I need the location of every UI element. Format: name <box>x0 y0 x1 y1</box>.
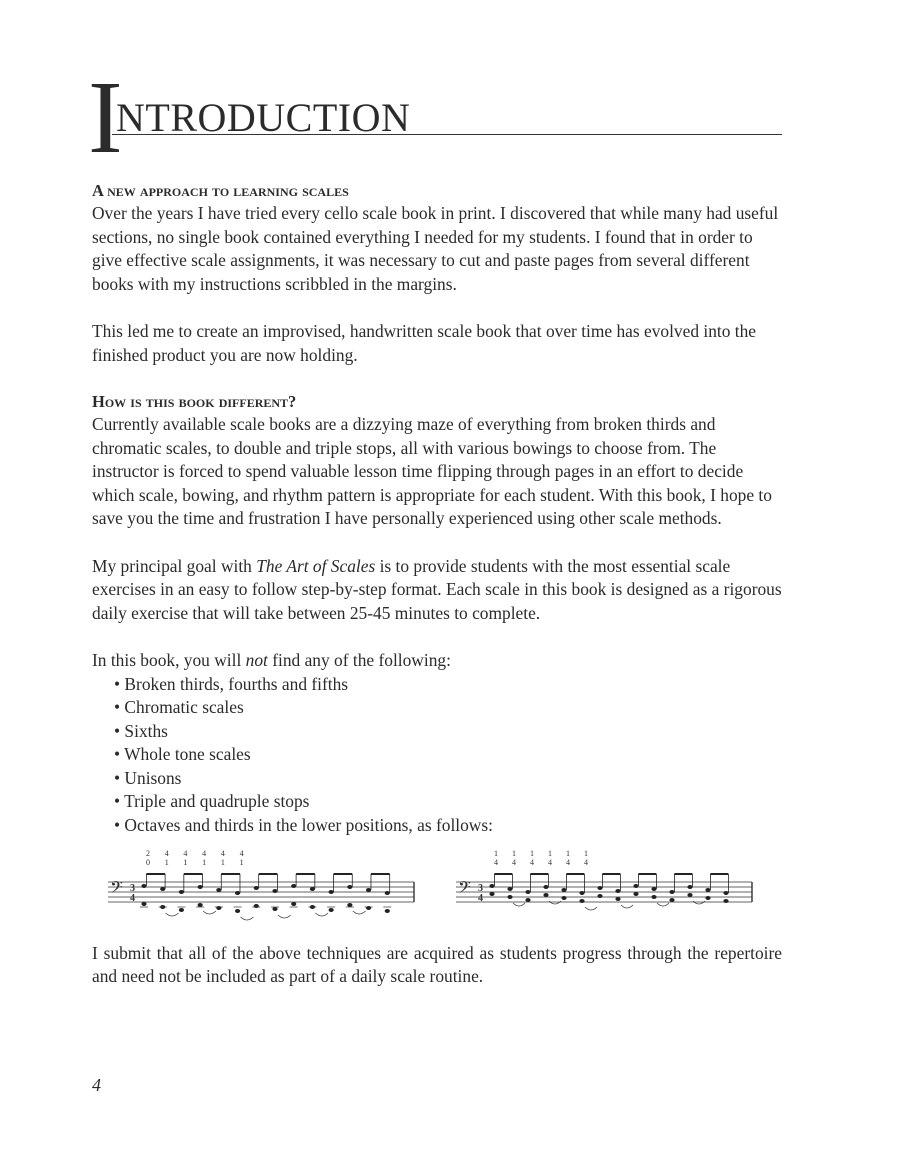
right-example-fingering: 1 <box>494 848 498 858</box>
left-example-slur <box>203 911 216 914</box>
list-item: • Broken thirds, fourths and fifths <box>114 673 349 694</box>
paragraph-intro: Over the years I have tried every cello scale book in print. I discovered that while many had useful sections, no single book contained everything I needed for my students. I found that in order to give effective scale assignments, it was necessary to cut and paste pages from several different books with my instructions scribbled in the margins. <box>92 203 779 294</box>
right-example-fingering: 1 <box>566 848 570 858</box>
left-example-fingering: 4 <box>164 848 169 858</box>
right-example-note <box>597 886 602 890</box>
left-example-fingering: 1 <box>220 857 225 867</box>
right-example-note <box>669 898 674 902</box>
right-example-time-sig: 3 <box>478 882 483 894</box>
left-example-note <box>216 888 221 892</box>
right-example-note <box>525 898 530 902</box>
left-example-note <box>235 891 240 895</box>
paragraph-list-intro: In this book, you will not find any of the following: <box>92 650 451 670</box>
right-example-fingering: 4 <box>494 857 498 867</box>
title-underline <box>112 134 782 135</box>
left-example-slur <box>353 911 366 914</box>
paragraph-different: Currently available scale books are a dizzying maze of everything from broken thirds and chromatic scales, to double and triple stops, all with various bowings to choose from. The instructor is forced to spend valuable lesson time flipping through pages in an effort to decide which scale, bowing, and rhythm pattern is appropriate for each student. With this book, I hope to save you the time and frustration I have personally experienced using other scale methods. <box>92 414 772 528</box>
left-example-note <box>385 891 390 895</box>
right-example-note <box>723 899 728 903</box>
right-example-note <box>561 888 566 892</box>
left-example-note <box>329 908 334 912</box>
left-example-fingering: 2 <box>146 848 150 858</box>
paragraph-handwritten-book: This led me to create an improvised, handwritten scale book that over time has evolved into the finished product you are now holding. <box>92 321 757 365</box>
left-example-note <box>254 904 259 908</box>
right-example-fingering: 1 <box>512 848 516 858</box>
left-example-fingering: 4 <box>202 848 207 858</box>
left-example-note <box>179 908 184 912</box>
left-example-note <box>198 903 203 907</box>
music-notation-examples <box>92 844 782 934</box>
right-example-note <box>489 892 494 896</box>
right-example-note <box>651 895 656 899</box>
excluded-techniques-list <box>92 673 782 838</box>
left-example-fingering: 4 <box>220 848 225 858</box>
right-example-note <box>633 892 638 896</box>
right-example-fingering: 4 <box>566 857 570 867</box>
section-heading-different: How is this book different? <box>92 392 297 411</box>
right-example-note <box>615 897 620 901</box>
section-heading-new-approach: A new approach to learning scales <box>92 181 349 200</box>
list-item: • Octaves and thirds in the lower positions, as follows: <box>114 815 493 836</box>
left-example-note <box>235 909 240 913</box>
emphasis-not: not <box>245 650 268 670</box>
left-example-note <box>347 885 352 889</box>
right-example-note <box>489 884 494 888</box>
left-example-fingering: 4 <box>183 848 188 858</box>
chapter-title <box>86 60 782 175</box>
left-example-note <box>254 886 259 890</box>
right-example-fingering: 4 <box>548 857 552 867</box>
right-example-fingering: 1 <box>584 848 588 858</box>
right-example-note <box>705 896 710 900</box>
left-example-time-sig: 4 <box>130 892 135 904</box>
left-example-note <box>366 888 371 892</box>
list-item: • Sixths <box>114 720 168 741</box>
left-example-fingering: 1 <box>183 857 188 867</box>
right-example-note <box>669 890 674 894</box>
list-item: • Unisons <box>114 767 182 788</box>
right-example-note <box>615 889 620 893</box>
right-example-note <box>579 899 584 903</box>
right-example-note <box>543 893 548 897</box>
left-example-fingering: 1 <box>239 857 244 867</box>
left-example-time-sig: 3 <box>130 882 135 894</box>
left-example-slur <box>315 913 328 916</box>
right-example-time-sig: 4 <box>478 892 483 904</box>
list-item: • Triple and quadruple stops <box>114 791 310 812</box>
right-example-note <box>525 890 530 894</box>
left-example-fingering: 0 <box>146 857 150 867</box>
right-example-note <box>579 891 584 895</box>
right-example-note <box>633 884 638 888</box>
paragraph-closing: I submit that all of the above techniques are acquired as students progress through the repertoire and need not be included as part of a daily scale routine. <box>92 942 782 987</box>
left-example-note <box>216 906 221 910</box>
left-example-slur <box>241 917 254 920</box>
left-example-note <box>272 907 277 911</box>
left-example-slur <box>278 915 291 918</box>
book-title: The Art of Scales <box>256 555 376 576</box>
right-example-fingering: 4 <box>512 857 516 867</box>
right-example-note <box>651 887 656 891</box>
right-example-note <box>507 895 512 899</box>
title-drop-cap: I <box>88 60 121 175</box>
left-example-note <box>179 890 184 894</box>
right-example-note <box>723 891 728 895</box>
list-item: • Chromatic scales <box>114 697 244 718</box>
left-example-note <box>329 890 334 894</box>
left-example-fingering: 4 <box>239 848 244 858</box>
left-example-note <box>385 909 390 913</box>
left-example-note <box>272 889 277 893</box>
right-example-note <box>507 887 512 891</box>
left-example-note <box>198 885 203 889</box>
body-text <box>92 180 782 989</box>
left-example-note <box>160 887 165 891</box>
right-example-slur <box>585 907 597 910</box>
page-number: 4 <box>92 1075 101 1095</box>
right-example-note <box>705 888 710 892</box>
right-example-fingering: 1 <box>548 848 552 858</box>
right-example-note <box>561 896 566 900</box>
left-example-bass-clef: 𝄢 <box>110 876 123 901</box>
right-example-slur <box>657 903 669 906</box>
right-example-slur <box>693 901 705 904</box>
left-example-fingering: 1 <box>202 857 207 867</box>
right-example-fingering: 4 <box>584 857 588 867</box>
right-example-note <box>687 885 692 889</box>
left-example-slur <box>166 913 179 916</box>
left-example-note <box>141 884 146 888</box>
title-text: NTRODUCTION <box>116 95 411 140</box>
right-example-note <box>597 894 602 898</box>
right-example-fingering: 1 <box>530 848 534 858</box>
right-example-bass-clef: 𝄢 <box>458 876 471 901</box>
right-example-note <box>543 885 548 889</box>
left-example-note <box>310 887 315 891</box>
left-example-note <box>366 906 371 910</box>
left-example-note <box>291 902 296 906</box>
right-example-slur <box>513 903 525 906</box>
left-example-note <box>347 903 352 907</box>
right-example-note <box>687 893 692 897</box>
left-example-fingering: 1 <box>164 857 169 867</box>
list-item: • Whole tone scales <box>114 744 251 765</box>
right-example-slur <box>621 905 633 908</box>
right-example-fingering: 4 <box>530 857 534 867</box>
left-example-note <box>141 902 146 906</box>
right-example-slur <box>549 901 561 904</box>
left-example-note <box>291 884 296 888</box>
paragraph-goal: My principal goal with The Art of Scales is to provide students with the most essential scale exercises in an easy to follow step-by-step format. Each scale in this book is designed as a rigorous daily exercise that will take between 25-45 minutes to complete. <box>92 555 782 623</box>
